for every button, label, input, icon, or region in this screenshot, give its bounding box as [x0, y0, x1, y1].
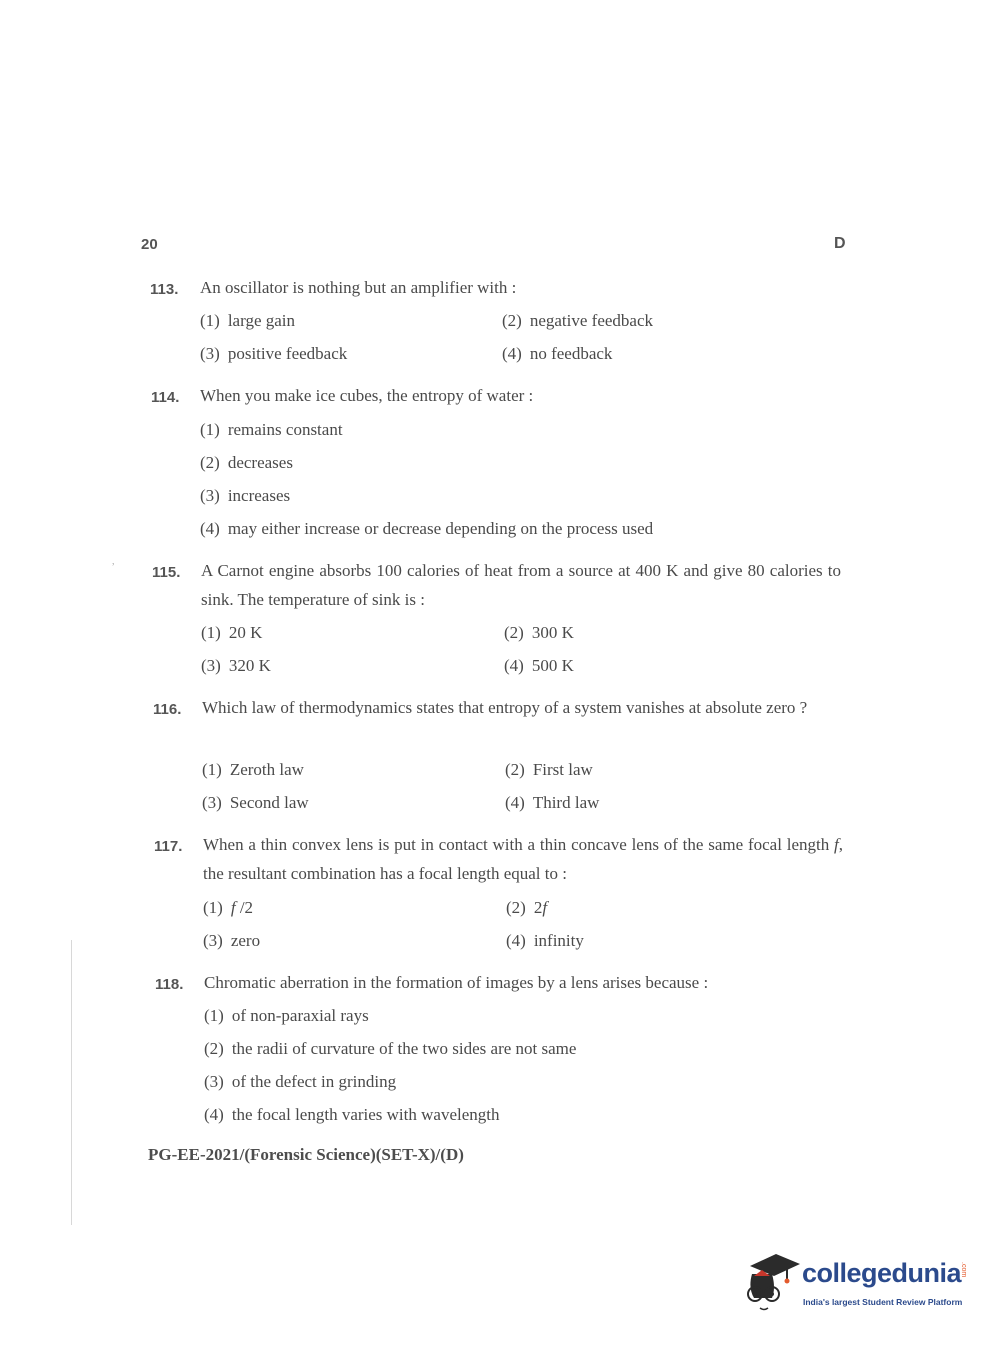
question-text: When a thin convex lens is put in contact with a thin concave lens of the same focal length f, the resultant combination has a focal length equal to : [203, 835, 843, 883]
option-3: (3) positive feedback [200, 344, 348, 363]
question-text: An oscillator is nothing but an amplifier with : [200, 278, 517, 297]
focal-symbol: f [834, 835, 839, 854]
set-code: D [834, 235, 846, 252]
option-4: (4) 500 K [504, 656, 574, 675]
question-number: 114. [151, 389, 180, 406]
option-3: (3) of the defect in grinding [204, 1072, 397, 1091]
option-4: (4) the focal length varies with wavelength [204, 1105, 500, 1124]
option-2: (2) First law [505, 760, 593, 779]
option-3: (3) Second law [202, 793, 309, 812]
option-1: (1) f /2 [203, 898, 254, 917]
question-text: Which law of thermodynamics states that entropy of a system vanishes at absolute zero ? [202, 698, 808, 717]
question-text: Chromatic aberration in the formation of images by a lens arises because : [204, 973, 709, 992]
page-number: 20 [141, 236, 158, 253]
option-2: (2) decreases [200, 453, 293, 472]
question-number: 116. [153, 701, 182, 718]
paper-code: PG-EE-2021/(Forensic Science)(SET-X)/(D) [148, 1145, 464, 1164]
option-2: (2) 2f [506, 898, 548, 917]
option-3: (3) 320 K [201, 656, 271, 675]
option-4: (4) may either increase or decrease depending on the process used [200, 519, 654, 538]
collegedunia-logo[interactable] [742, 1248, 972, 1318]
option-4: (4) infinity [506, 931, 584, 950]
option-4: (4) no feedback [502, 344, 613, 363]
question-number: 113. [150, 281, 179, 298]
question-number: 117. [154, 838, 183, 855]
option-4: (4) Third law [505, 793, 600, 812]
question-number: 115. [152, 564, 181, 581]
option-3: (3) increases [200, 486, 291, 505]
option-1: (1) 20 K [201, 623, 263, 642]
option-2: (2) the radii of curvature of the two sides are not same [204, 1039, 577, 1058]
option-1: (1) Zeroth law [202, 760, 304, 779]
option-1: (1) large gain [200, 311, 296, 330]
option-3: (3) zero [203, 931, 261, 950]
option-1: (1) remains constant [200, 420, 343, 439]
option-2: (2) 300 K [504, 623, 574, 642]
question-text: When you make ice cubes, the entropy of water : [200, 386, 534, 405]
margin-rule [71, 940, 72, 1225]
margin-mark: , [112, 556, 115, 567]
option-2: (2) negative feedback [502, 311, 654, 330]
logo-wordmark: collegedunia [802, 1258, 962, 1288]
question-number: 118. [155, 976, 184, 993]
question-text: A Carnot engine absorbs 100 calories of heat from a source at 400 K and give 80 calories to sink. The temperature of sink is : [201, 561, 841, 609]
logo-tagline: India's largest Student Review Platform [803, 1297, 963, 1307]
mascot-icon [742, 1248, 802, 1318]
option-1: (1) of non-paraxial rays [204, 1006, 369, 1025]
logo-dotcom: .com [960, 1262, 967, 1278]
